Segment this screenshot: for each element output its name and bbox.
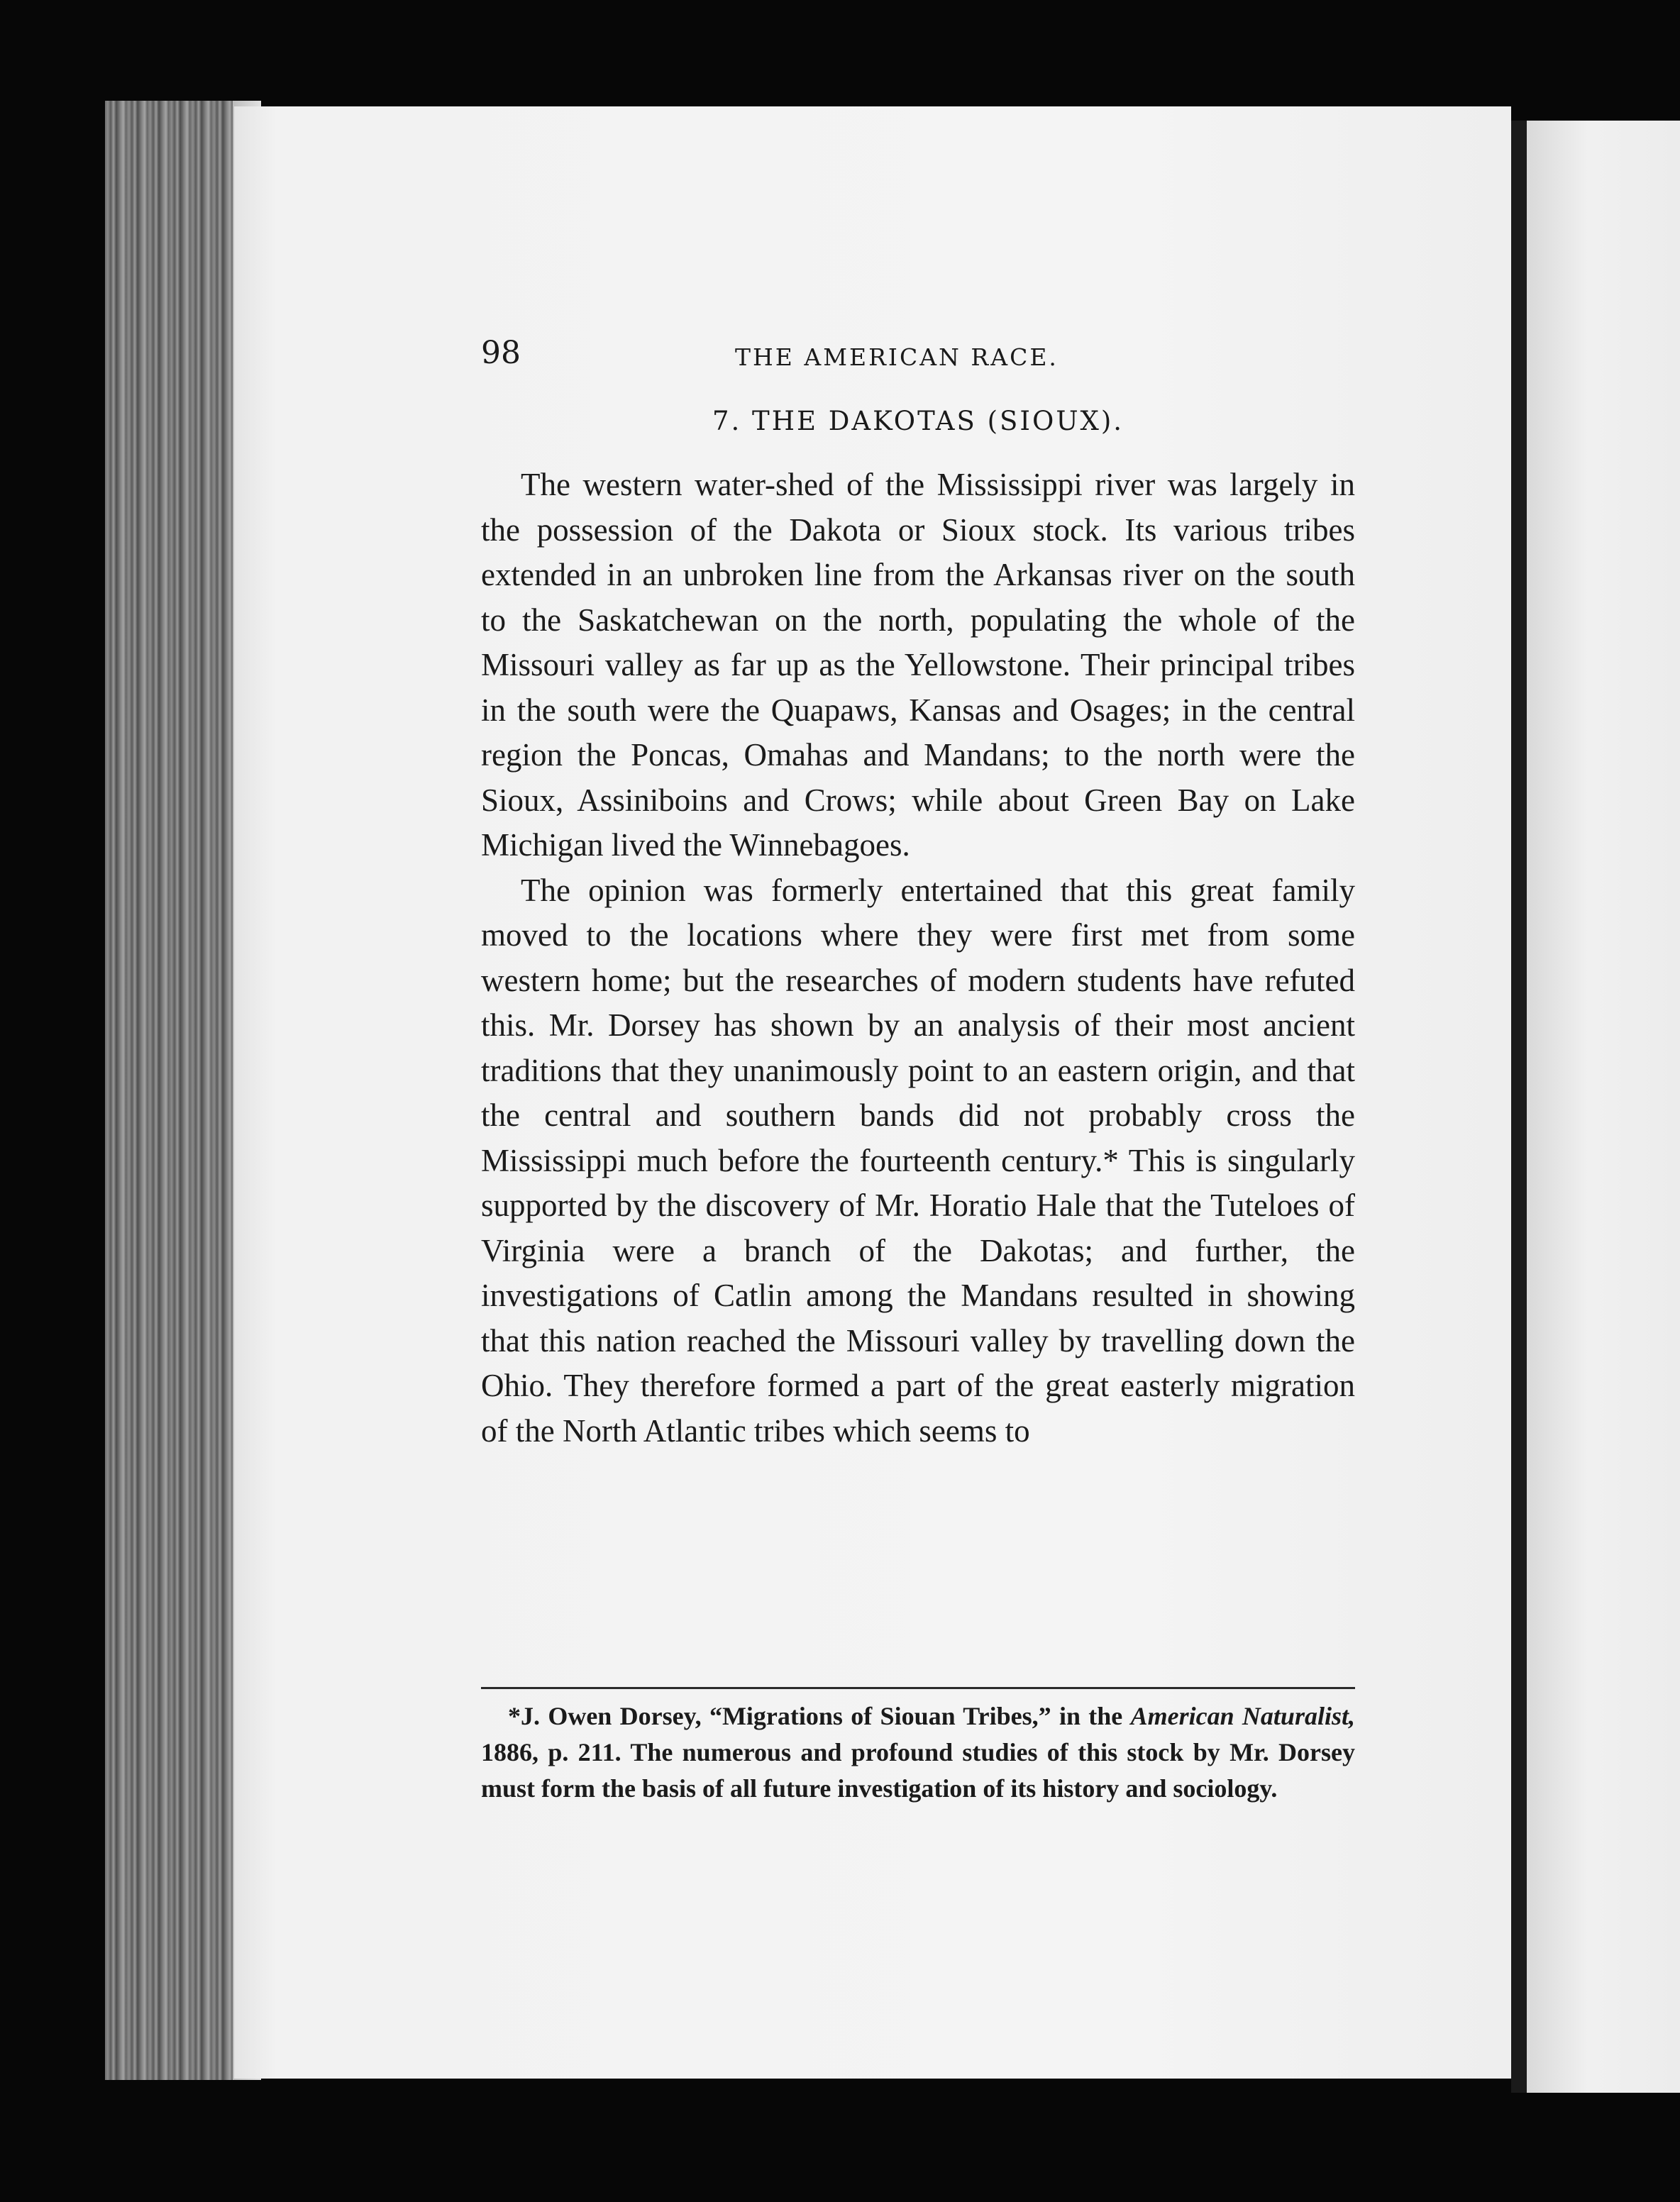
page-header — [481, 335, 1355, 384]
paragraph: The western water-shed of the Mississippi river was largely in the possession of the Dakota or Sioux stock. Its various tribes extended in an unbroken line from the Arkansas river on the south to the Saskatchewan on the north, populating the whole of the Missouri valley as far up as the Yellowstone. Their principal tribes in the south were the Quapaws, Kansas and Osages; in the central region the Poncas, Omahas and Mandans; to the north were the Sioux, Assiniboins and Crows; while about Green Bay on Lake Michigan lived the Winnebagoes. — [481, 467, 1355, 863]
footnote-text-end: 1886, p. 211. The numerous and profound studies of this stock by Mr. Dorsey must form the basis of all future investigation of its history and sociology. — [481, 1738, 1355, 1803]
page-number: 98 — [481, 335, 521, 371]
body-text — [481, 463, 1355, 1454]
footnote-rule — [481, 1687, 1355, 1689]
running-head: THE AMERICAN RACE. — [735, 343, 1059, 371]
section-title: 7. THE DAKOTAS (SIOUX). — [712, 406, 1124, 436]
footnote-text-start: *J. Owen Dorsey, “Migrations of Siouan Tribes,” in the — [508, 1702, 1131, 1730]
paragraph: The opinion was formerly entertained that this great family moved to the locations where they were first met from some western home; but the researches of modern students have refuted this. Mr. Dorsey has shown by an analysis of their most ancient traditions that they unanimously point to an eastern origin, and that the central and southern bands did not probably cross the Mississippi much before the fourteenth century.* This is singularly supported by the discovery of Mr. Horatio Hale that the Tuteloes of Virginia were a branch of the Dakotas; and further, the investigations of Catlin among the Mandans resulted in showing that this nation reached the Missouri valley by travelling down the Ohio. They therefore formed a part of the great easterly migration of the North Atlantic tribes which seems to — [481, 872, 1355, 1449]
footnote-journal-title: American Naturalist, — [1130, 1702, 1355, 1730]
footnote — [481, 1698, 1355, 1807]
book-gutter — [1511, 121, 1527, 2093]
facing-page-edge — [1527, 121, 1680, 2093]
